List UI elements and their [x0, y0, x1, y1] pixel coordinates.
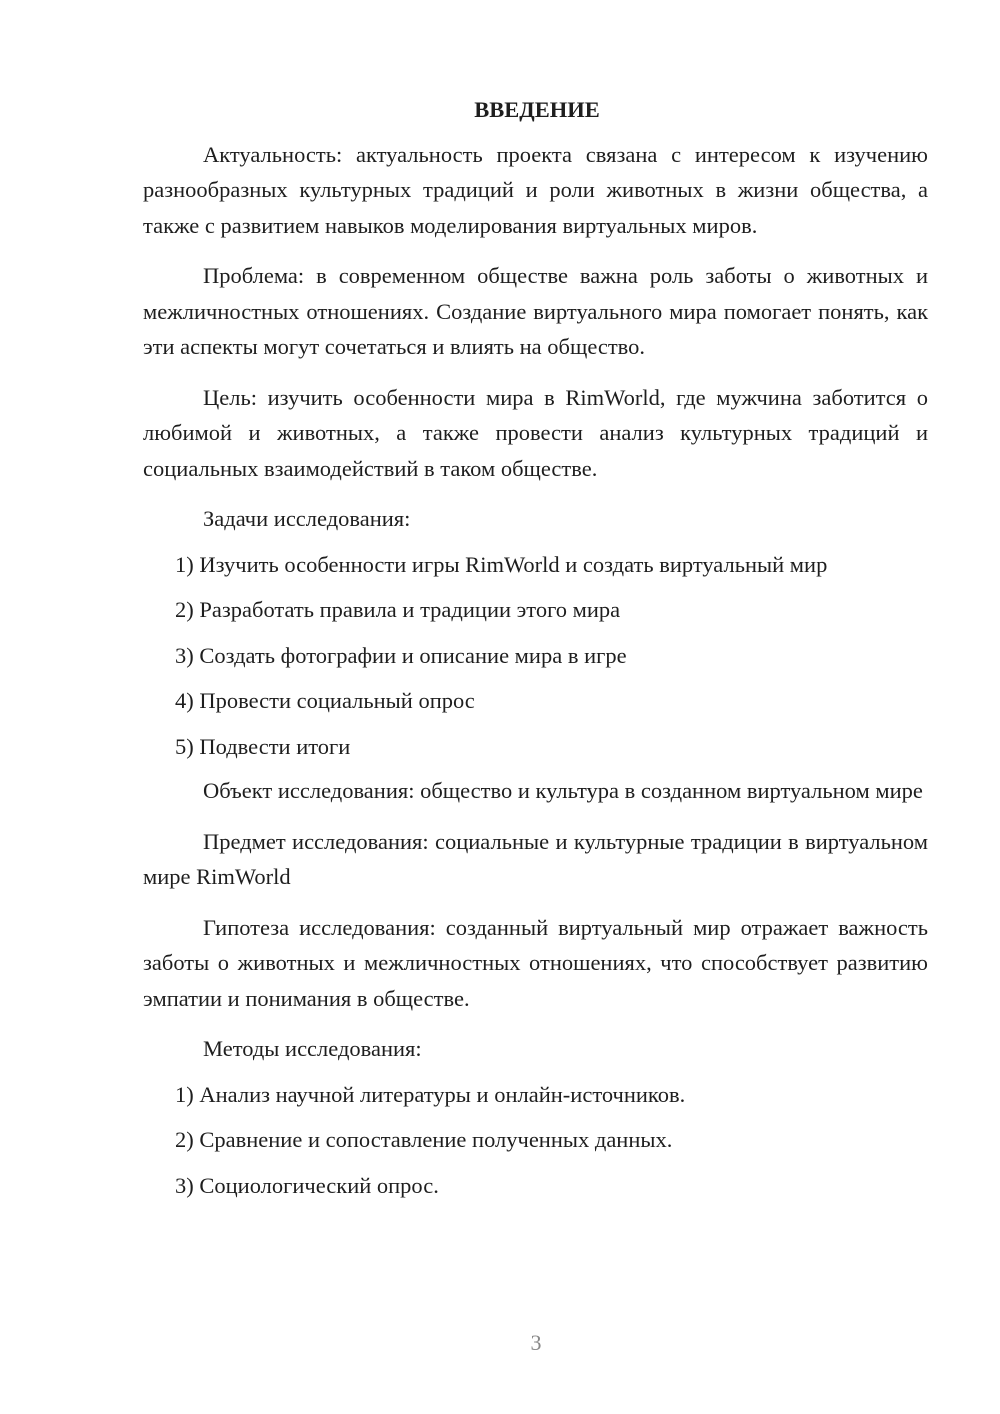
section-title: ВВЕДЕНИЕ [474, 97, 600, 122]
methods-heading: Методы исследования: [203, 1036, 422, 1061]
method-item-3: 3) Социологический опрос. [175, 1172, 439, 1198]
relevance-paragraph: Актуальность: актуальность проекта связана с интересом к изучению разнообразных культурных традиций и роли животных в жизни общества, а также с развитием навыков моделирования виртуальных миров. [143, 141, 928, 238]
task-item-5: 5) Подвести итоги [175, 733, 351, 759]
task-item-4: 4) Провести социальный опрос [175, 688, 475, 713]
method-item-1: 1) Анализ научной литературы и онлайн-источников. [175, 1081, 686, 1107]
tasks-heading: Задачи исследования: [203, 506, 411, 531]
page-number: 3 [530, 1330, 542, 1355]
page-content [143, 92, 928, 1213]
hypothesis-paragraph: Гипотеза исследования: созданный виртуальный мир отражает важность заботы о животных и межличностных отношениях, что способствует развитию эмпатии и понимания в обществе. [143, 914, 928, 1011]
method-item-2: 2) Сравнение и сопоставление полученных данных. [175, 1127, 673, 1152]
goal-paragraph: Цель: изучить особенности мира в RimWorld, где мужчина заботится о любимой и животных, а также провести анализ культурных традиций и социальных взаимодействий в таком обществе. [143, 384, 928, 481]
subject-paragraph: Предмет исследования: социальные и культурные традиции в виртуальном мире RimWorld [143, 828, 928, 889]
task-item-3: 3) Создать фотографии и описание мира в игре [175, 642, 627, 668]
task-item-1: 1) Изучить особенности игры RimWorld и создать виртуальный мир [175, 551, 828, 577]
task-item-2: 2) Разработать правила и традиции этого мира [175, 597, 621, 622]
object-paragraph: Объект исследования: общество и культура в созданном виртуальном мире [203, 778, 923, 803]
problem-paragraph: Проблема: в современном обществе важна роль заботы о животных и межличностных отношениях. Создание виртуального мира помогает понять, как эти аспекты могут сочетаться и влиять на общество. [143, 263, 928, 359]
